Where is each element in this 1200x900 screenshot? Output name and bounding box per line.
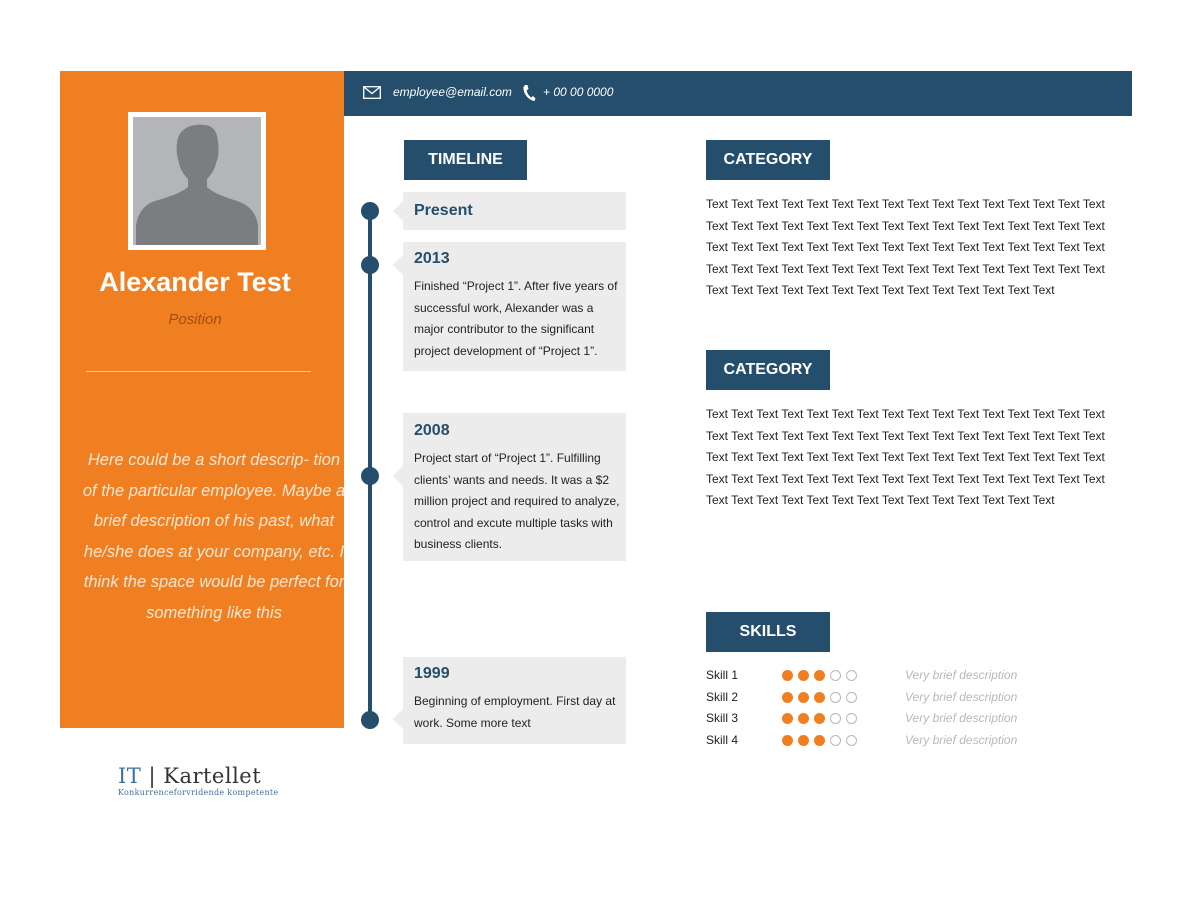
skills-header: SKILLS	[706, 612, 830, 652]
timeline-item	[403, 242, 626, 371]
timeline-text: Finished “Project 1”. After five years of successful work, Alexander was a major contributor to the significant project development of “Project 1”.	[414, 279, 618, 358]
skill-label: Skill 3	[706, 711, 739, 725]
rating-dot-empty	[846, 670, 857, 681]
skill-label: Skill 2	[706, 690, 739, 704]
rating-dot-filled	[798, 692, 809, 703]
rating-dot-empty	[846, 692, 857, 703]
skill-description: Very brief description	[905, 733, 1018, 747]
rating-dot-filled	[798, 735, 809, 746]
skill-description: Very brief description	[905, 711, 1018, 725]
timeline-dot	[361, 256, 379, 274]
rating-dot-empty	[846, 713, 857, 724]
rating-dot-filled	[798, 713, 809, 724]
rating-dot-empty	[830, 735, 841, 746]
employee-name: Alexander Test	[99, 267, 291, 297]
rating-dot-filled	[782, 692, 793, 703]
skill-label: Skill 1	[706, 668, 739, 682]
phone-icon	[522, 84, 536, 102]
timeline-text: Project start of “Project 1”. Fulfilling clients’ wants and needs. It was a $2 million project and required to analyze, control and excute multiple tasks with business clients.	[414, 451, 620, 552]
rating-dot-empty	[830, 692, 841, 703]
timeline-item	[403, 413, 626, 561]
timeline-year: 2013	[414, 250, 450, 267]
timeline-item	[403, 192, 626, 230]
timeline-line	[368, 209, 372, 721]
skill-description: Very brief description	[905, 690, 1018, 704]
rating-dot-empty	[830, 670, 841, 681]
divider	[86, 371, 311, 372]
timeline-text: Beginning of employment. First day at work. Some more text	[414, 694, 616, 730]
category-text: Text Text Text Text Text Text Text Text Text Text Text Text Text Text Text Text Text Text Text Text Text Text Text Text Text Text Text Text Text Text Text Text Text Text Text Text Text Text Text Text Text Text Text Text Text Text Text Text Text Text Text Text Text Text Text Text Text Text Text Text Text Text Text Text Text Text Text Text Text Text Text Text Text Text Text Text Text Text	[706, 407, 1105, 508]
timeline-year: 2008	[414, 422, 450, 439]
timeline-item	[403, 657, 626, 744]
rating-dot-empty	[830, 713, 841, 724]
person-silhouette-icon	[133, 117, 261, 245]
category-header: CATEGORY	[706, 350, 830, 390]
timeline-year: Present	[414, 202, 473, 219]
employee-position: Position	[168, 311, 222, 328]
category-header: CATEGORY	[706, 140, 830, 180]
category-text: Text Text Text Text Text Text Text Text Text Text Text Text Text Text Text Text Text Text Text Text Text Text Text Text Text Text Text Text Text Text Text Text Text Text Text Text Text Text Text Text Text Text Text Text Text Text Text Text Text Text Text Text Text Text Text Text Text Text Text Text Text Text Text Text Text Text Text Text Text Text Text Text Text Text Text Text Text Text	[706, 197, 1105, 298]
rating-dot-empty	[846, 735, 857, 746]
timeline-dot	[361, 711, 379, 729]
skill-row	[706, 733, 1026, 749]
profile-photo-frame	[128, 112, 266, 250]
timeline-dot	[361, 467, 379, 485]
company-logo	[118, 764, 278, 797]
timeline-header: TIMELINE	[404, 140, 527, 180]
profile-sidebar	[60, 71, 344, 728]
logo-name: Kartellet	[163, 764, 262, 788]
rating-dot-filled	[814, 713, 825, 724]
contact-bar	[344, 71, 1132, 116]
skill-row	[706, 668, 1026, 684]
timeline-year: 1999	[414, 665, 450, 682]
logo-tagline: Konkurrenceforvridende kompetente	[118, 788, 279, 797]
mail-icon	[363, 86, 381, 99]
rating-dot-filled	[814, 670, 825, 681]
rating-dot-filled	[782, 670, 793, 681]
skill-row	[706, 711, 1026, 727]
logo-wordmark: IT | Kartellet	[118, 764, 262, 788]
rating-dot-filled	[782, 713, 793, 724]
avatar	[133, 117, 261, 245]
rating-dot-filled	[814, 735, 825, 746]
rating-dot-filled	[798, 670, 809, 681]
email-text: employee@email.com	[393, 85, 512, 99]
rating-dot-filled	[782, 735, 793, 746]
skill-label: Skill 4	[706, 733, 739, 747]
employee-description: Here could be a short descrip- tion of the particular employee. Maybe a brief description of his past, what he/she does at your company, etc. I think the space would be perfect for something like this	[82, 451, 346, 622]
timeline-dot	[361, 202, 379, 220]
rating-dot-filled	[814, 692, 825, 703]
skill-row	[706, 690, 1026, 706]
logo-it: IT	[118, 764, 142, 788]
phone-text: + 00 00 0000	[543, 85, 614, 99]
skill-description: Very brief description	[905, 668, 1018, 682]
